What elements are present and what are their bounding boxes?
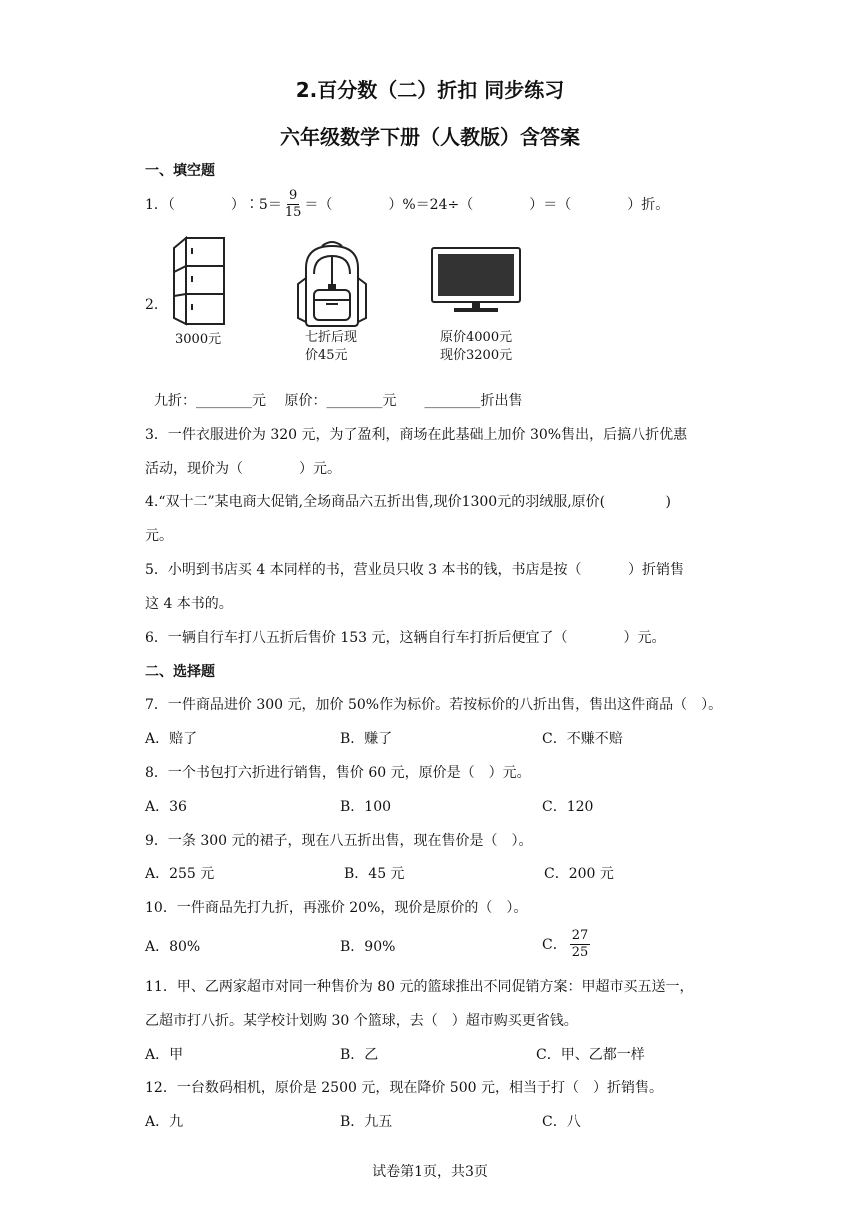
q1-fraction-denominator: 15: [284, 204, 302, 220]
q3-line1: 3．一件衣服进价为 320 元，为了盈利，商场在此基础上加价 30%售出，后搞八折优惠: [145, 427, 688, 443]
q7-option-c: C．不赚不赔: [542, 731, 623, 747]
q2-answer-line: 九折：________元 原价：________元 ________折出售: [154, 393, 523, 409]
backpack-caption-line2: 价45元: [305, 348, 348, 363]
monitor-caption-line1: 原价4000元: [440, 330, 513, 345]
q2-number: 2．: [145, 297, 168, 313]
q1-text-b: ＝（ ）%＝24÷（ ）＝（ ）折。: [304, 197, 670, 213]
q10-fraction-numerator: 27: [571, 927, 589, 943]
q12-option-a: A．九: [145, 1114, 184, 1130]
q4-line2: 元。: [145, 528, 173, 544]
page-footer: 试卷第1页，共3页: [372, 1164, 488, 1180]
backpack-icon: [292, 238, 372, 328]
q4-line1: 4.“双十二”某电商大促销,全场商品六五折出售,现价1300元的羽绒服,原价( ): [145, 494, 672, 510]
q10-option-c-fraction: [570, 928, 591, 961]
q1-fraction-numerator: 9: [288, 187, 298, 203]
q12-option-c: C．八: [542, 1114, 581, 1130]
q12-option-b: B．九五: [340, 1114, 393, 1130]
q8-option-b: B．100: [340, 799, 392, 815]
page-subtitle: 六年级数学下册（人教版）含答案: [280, 125, 580, 149]
q10-fraction-denominator: 25: [571, 944, 589, 960]
q8-option-a: A．36: [145, 799, 187, 815]
q10-option-b: B．90%: [340, 939, 396, 955]
q10-option-c-label: C．: [542, 937, 567, 953]
monitor-caption-line2: 现价3200元: [440, 348, 513, 363]
q9-option-c: C．200 元: [544, 866, 614, 882]
page-title: 2.百分数（二）折扣 同步练习: [295, 78, 565, 102]
section-multiple-choice: 二、选择题: [145, 664, 215, 680]
q5-line1: 5．小明到书店买 4 本同样的书，营业员只收 3 本书的钱，书店是按（ ）折销售: [145, 562, 684, 578]
q7-option-b: B．赚了: [340, 731, 393, 747]
cabinet-price-caption: 3000元: [175, 332, 222, 347]
question-7: 7．一件商品进价 300 元，加价 50%作为标价。若按标价的八折出售，售出这件商品（ ）。: [145, 697, 723, 713]
q1-text-a: 1．（ ）∶5＝: [145, 197, 282, 213]
question-1: [145, 184, 669, 224]
q10-option-a: A．80%: [145, 939, 201, 955]
question-6: 6．一辆自行车打八五折后售价 153 元，这辆自行车打折后便宜了（ ）元。: [145, 630, 666, 646]
q8-option-c: C．120: [542, 799, 594, 815]
q11-option-b: B．乙: [340, 1047, 379, 1063]
q5-line2: 这 4 本书的。: [145, 596, 233, 612]
backpack-caption-line1: 七折后现: [305, 330, 358, 345]
question-9: 9．一条 300 元的裙子，现在八五折出售，现在售价是（ ）。: [145, 833, 533, 849]
question-11-line1: 11．甲、乙两家超市对同一种售价为 80 元的篮球推出不同促销方案：甲超市买五送一，: [145, 979, 694, 995]
section-fill-blank: 一、填空题: [145, 163, 215, 179]
question-8: 8．一个书包打六折进行销售，售价 60 元，原价是（ ）元。: [145, 765, 531, 781]
question-11-line2: 乙超市打八折。某学校计划购 30 个篮球，去（ ）超市购买更省钱。: [145, 1013, 578, 1029]
q10-option-c: [542, 924, 593, 964]
q11-option-a: A．甲: [145, 1047, 184, 1063]
question-10: 10．一件商品先打九折，再涨价 20%，现价是原价的（ ）。: [145, 900, 528, 916]
q3-line2: 活动，现价为（ ）元。: [145, 461, 341, 477]
cabinet-icon: [170, 236, 230, 328]
q1-fraction: [285, 188, 302, 221]
q11-option-c: C．甲、乙都一样: [536, 1047, 645, 1063]
monitor-icon: [430, 246, 522, 314]
q7-option-a: A．赔了: [145, 731, 198, 747]
question-12: 12．一台数码相机，原价是 2500 元，现在降价 500 元，相当于打（ ）折销售。: [145, 1080, 663, 1096]
q9-option-b: B．45 元: [344, 866, 405, 882]
q9-option-a: A．255 元: [145, 866, 215, 882]
